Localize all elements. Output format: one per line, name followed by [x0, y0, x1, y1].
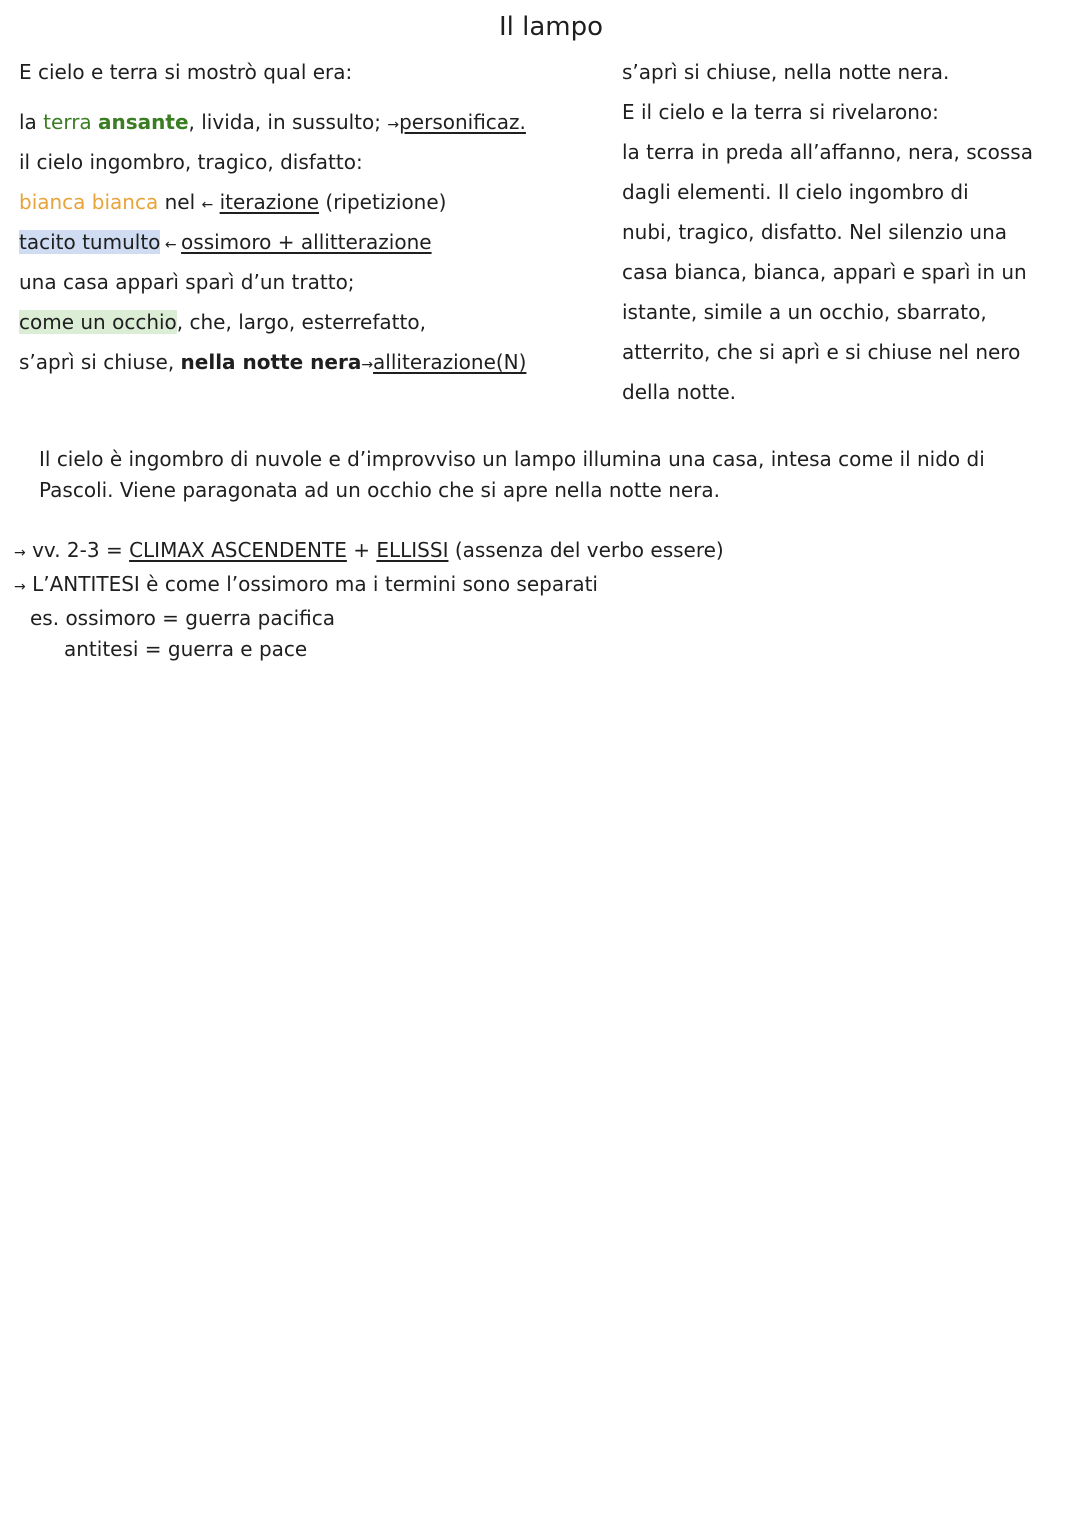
poem-line-2-la: la	[19, 110, 44, 134]
summary-paragraph: Il cielo è ingombro di nuvole e d’improvviso un lampo illumina una casa, intesa come il nido di Pascoli. Viene paragonata ad un occhio che si apre nella notte nera.	[39, 447, 985, 502]
note-antitesi	[14, 569, 724, 603]
note-climax-post: (assenza del verbo essere)	[448, 538, 724, 562]
poem-line-4-rest: nel	[158, 190, 202, 214]
paraphrase-line: s’aprì si chiuse, nella notte nera.	[622, 60, 950, 84]
note-ossimoro-allitterazione: ossimoro + allitterazione	[181, 230, 432, 254]
right-arrow-icon: →	[387, 117, 400, 133]
paraphrase-line: istante, simile a un occhio, sbarrato,	[622, 300, 987, 324]
poem-line-4	[19, 182, 579, 222]
example-ossimoro: es. ossimoro = guerra pacifica	[30, 606, 336, 630]
bold-nella-notte-nera: nella notte nera	[180, 350, 362, 374]
paraphrase-line: atterrito, che si aprì e si chiuse nel nero	[622, 340, 1021, 364]
poem-line-5	[19, 222, 579, 262]
right-arrow-icon: →	[361, 357, 374, 373]
note-climax-plus: +	[346, 538, 377, 562]
left-arrow-icon: ←	[201, 197, 214, 213]
paraphrase-line: E il cielo e la terra si rivelarono:	[622, 100, 939, 124]
poem-line-8	[19, 342, 579, 382]
note-antitesi-text: L’ANTITESI è come l’ossimoro ma i termini sono separati	[25, 572, 598, 596]
word-terra: terra	[43, 110, 92, 134]
poem-line-7	[19, 302, 579, 342]
word-ansante: ansante	[98, 110, 189, 134]
note-climax-pre: vv. 2-3 =	[25, 538, 130, 562]
note-ripetizione: (ripetizione)	[319, 190, 447, 214]
highlight-come-un-occhio: come un occhio	[19, 310, 177, 334]
poem-line-2	[19, 102, 579, 142]
paraphrase-column	[622, 52, 1062, 412]
right-arrow-icon: →	[14, 545, 26, 561]
term-climax-ascendente: CLIMAX ASCENDENTE	[129, 538, 347, 562]
note-alliterazione: alliterazione(N)	[373, 350, 527, 374]
note-iterazione: iterazione	[219, 190, 320, 214]
poem-line-3: il cielo ingombro, tragico, disfatto:	[19, 150, 363, 174]
poem-line-8-pre: s’aprì si chiuse,	[19, 350, 181, 374]
page-title: Il lampo	[498, 12, 604, 42]
paraphrase-line: dagli elementi. Il cielo ingombro di	[622, 180, 969, 204]
note-climax	[14, 535, 724, 569]
example-antitesi: antitesi = guerra e pace	[64, 637, 308, 661]
note-personificazione: personificaz.	[399, 110, 526, 134]
paraphrase-line: nubi, tragico, disfatto. Nel silenzio una	[622, 220, 1008, 244]
left-arrow-icon: ←	[160, 237, 182, 253]
poem-line-6: una casa apparì sparì d’un tratto;	[19, 270, 355, 294]
poem-line-2-rest: , livida, in sussulto;	[188, 110, 388, 134]
paraphrase-line: la terra in preda all’affanno, nera, scossa	[622, 140, 1033, 164]
highlight-bianca-bianca: bianca bianca	[19, 190, 159, 214]
paraphrase-line: della notte.	[622, 380, 736, 404]
poem-column	[19, 52, 579, 382]
poem-line-1: E cielo e terra si mostrò qual era:	[19, 60, 353, 84]
right-arrow-icon: →	[14, 579, 26, 595]
notes-section	[14, 535, 724, 665]
highlight-tacito-tumulto: tacito tumulto	[19, 230, 161, 254]
term-ellissi: ELLISSI	[376, 538, 449, 562]
paraphrase-line: casa bianca, bianca, apparì e sparì in un	[622, 260, 1027, 284]
poem-line-7-rest: , che, largo, esterrefatto,	[176, 310, 426, 334]
